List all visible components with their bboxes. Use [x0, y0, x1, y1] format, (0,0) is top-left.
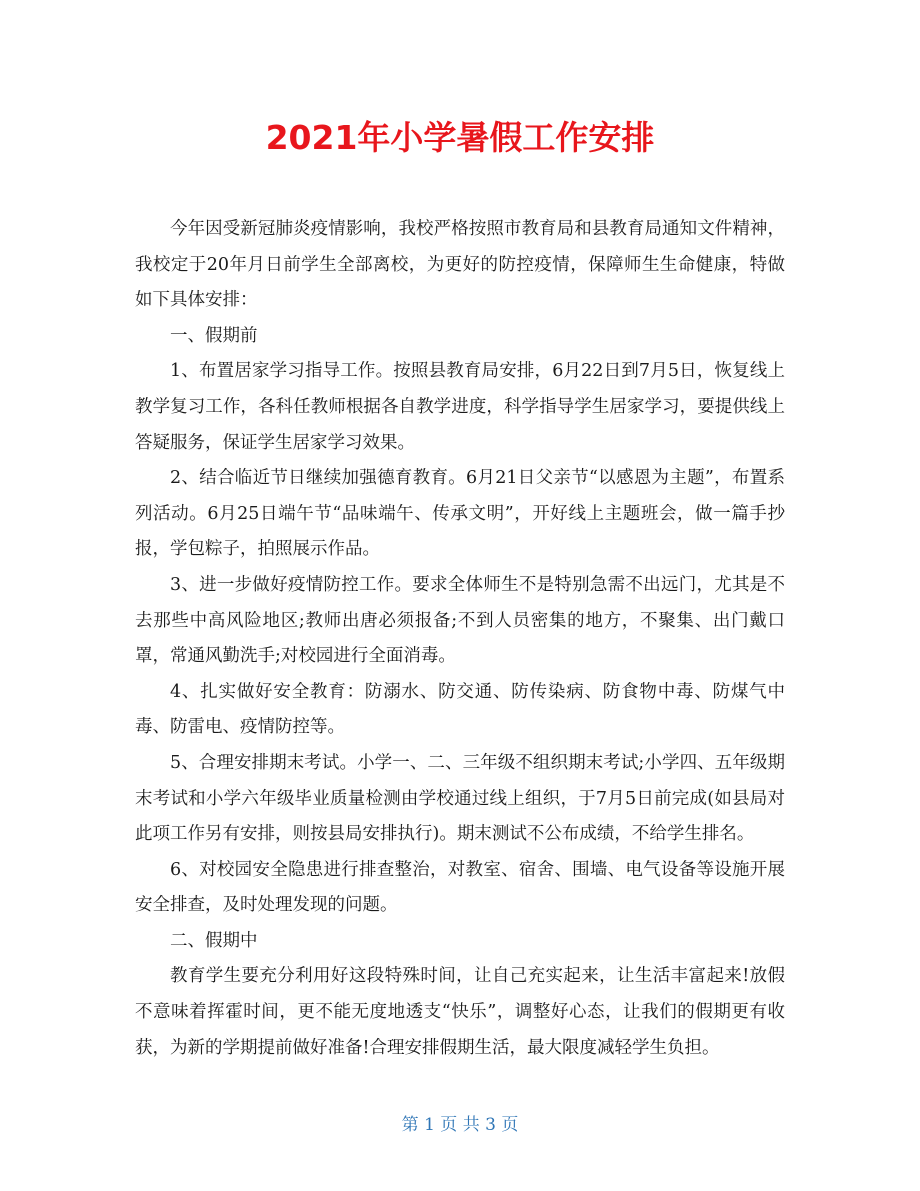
- paragraph-item-6: 6、对校园安全隐患进行排查整治，对教室、宿舍、围墙、电气设备等设施开展安全排查，及时处理发现的问题。: [135, 859, 785, 916]
- section-heading-during-holiday: 二、假期中: [170, 930, 258, 951]
- paragraph-item-5: 5、合理安排期末考试。小学一、二、三年级不组织期末考试;小学四、五年级期末考试和小学六年级毕业质量检测由学校通过线上组织，于7月5日前完成(如县局对此项工作另有安排，则按县局安排执行)。期末测试不公布成绩，不给学生排名。: [135, 752, 785, 845]
- page-number-text: 第 1 页 共 3 页: [401, 1115, 519, 1135]
- document-body: [135, 212, 785, 1066]
- paragraph-item-2: 2、结合临近节日继续加强德育教育。6月21日父亲节“以感恩为主题”，布置系列活动。6月25日端午节“品味端午、传承文明”，开好线上主题班会，做一篇手抄报，学包粽子，拍照展示作品。: [135, 468, 785, 560]
- paragraph-intro: 今年因受新冠肺炎疫情影响，我校严格按照市教育局和县教育局通知文件精神，我校定于20年月日前学生全部离校，为更好的防控疫情，保障师生生命健康，特做如下具体安排：: [135, 219, 785, 311]
- page-number-footer: [0, 1112, 920, 1138]
- paragraph-item-4: 4、扎实做好安全教育：防溺水、防交通、防传染病、防食物中毒、防煤气中毒、防雷电、疫情防控等。: [135, 681, 785, 738]
- paragraph-during-holiday: 教育学生要充分利用好这段特殊时间，让自己充实起来，让生活丰富起来!放假不意味着挥霍时间，更不能无度地透支“快乐”，调整好心态，让我们的假期更有收获，为新的学期提前做好准备!合理安排假期生活，最大限度减轻学生负担。: [135, 966, 785, 1058]
- paragraph-item-3: 3、进一步做好疫情防控工作。要求全体师生不是特别急需不出远门，尤其是不去那些中高风险地区;教师出唐必须报备;不到人员密集的地方，不聚集、出门戴口罩，常通风勤洗手;对校园进行全面消毒。: [135, 574, 785, 667]
- paragraph-item-1: 1、布置居家学习指导工作。按照县教育局安排，6月22日到7月5日，恢复线上教学复习工作，各科任教师根据各自教学进度，科学指导学生居家学习，要提供线上答疑服务，保证学生居家学习效果。: [135, 361, 785, 453]
- document-title: 2021年小学暑假工作安排: [265, 118, 655, 157]
- section-heading-before-holiday: 一、假期前: [170, 325, 258, 346]
